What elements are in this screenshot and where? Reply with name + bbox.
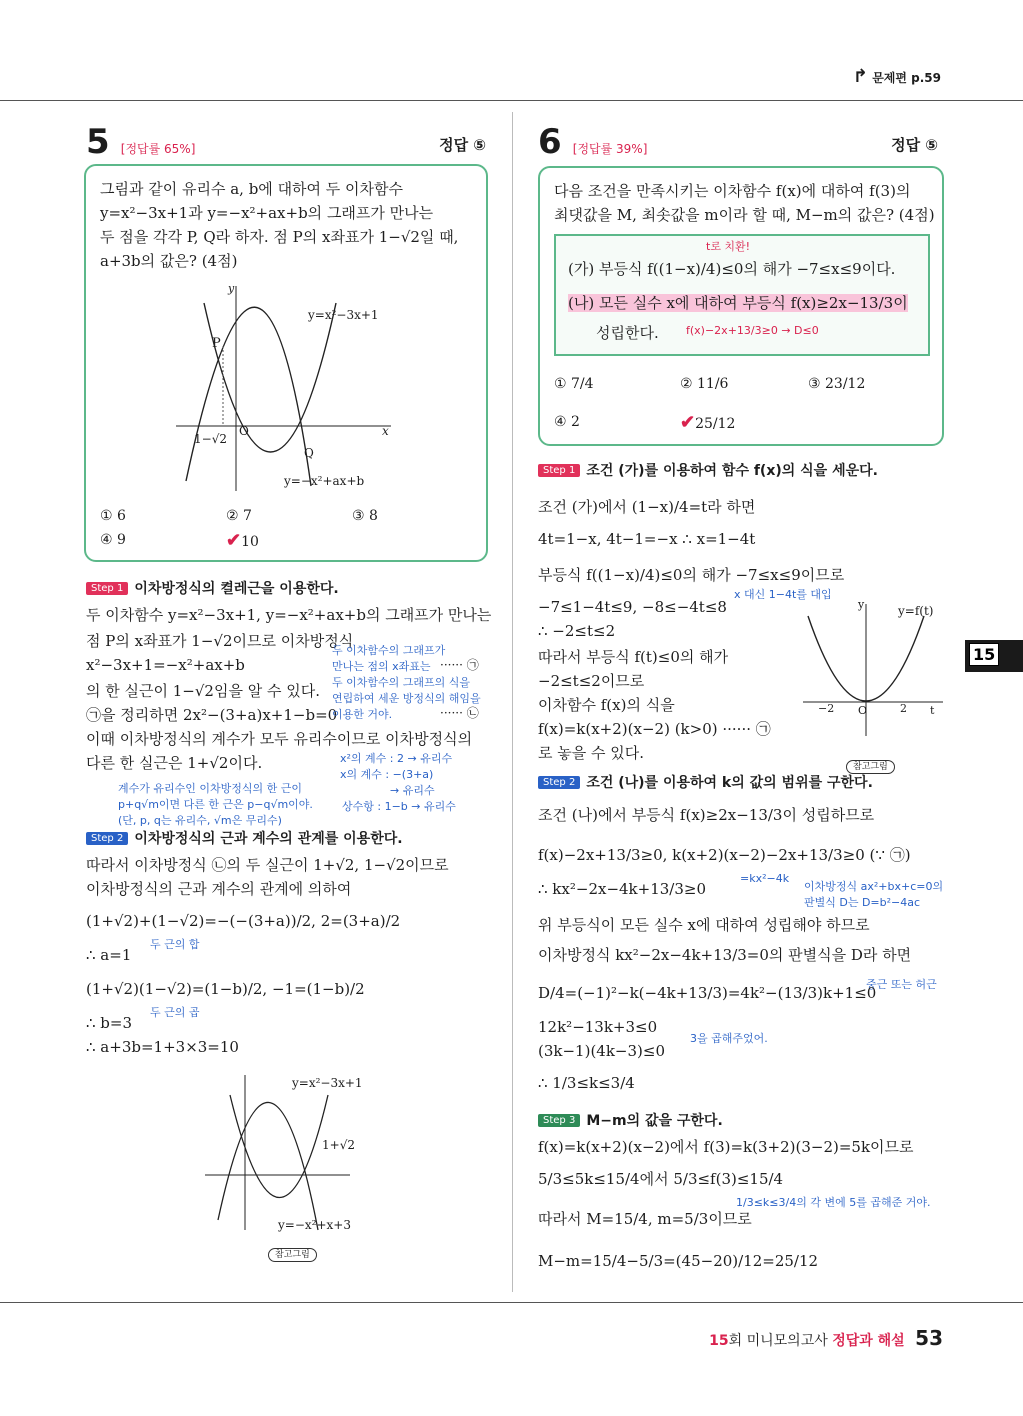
p6-step1: Step 1 조건 (가)를 이용하여 함수 f(x)의 식을 세운다. xyxy=(538,460,878,480)
problem-5-box: 그림과 같이 유리수 a, b에 대하여 두 이차함수 y=x²−3x+1과 y=−x²+ax+b의 그래프가 만나는 두 점을 각각 P, Q라 하자. 점 P의 x좌표가 1−√2일 때, a+3b의 값은? (4점) y y=x²−3x+1 P O x 1−√2 Q y=−x²+ax+b ① 6 ② 7 ③ 8 ④ 9 ✔10 xyxy=(84,164,488,562)
upward-parabola xyxy=(204,303,336,452)
column-divider xyxy=(512,112,513,1292)
choice-3[interactable]: ③ 23/12 xyxy=(808,376,866,392)
choice-1[interactable]: ① 7/4 xyxy=(554,376,594,392)
footer-rule xyxy=(0,1302,1023,1303)
choice-2[interactable]: ② 11/6 xyxy=(680,376,729,392)
problem-5-ref-graph xyxy=(200,1070,360,1240)
checkmark-icon: ✔ xyxy=(680,412,696,433)
header-ref: ↱ 문제편 p.59 xyxy=(852,66,941,87)
p5-step1: Step 1 이차방정식의 켤레근을 이용한다. xyxy=(86,578,339,598)
p6-step3: Step 3 M−m의 값을 구한다. xyxy=(538,1110,723,1130)
ref-figure-label: 참고그림 xyxy=(846,754,895,773)
problem-6-box: 다음 조건을 만족시키는 이차함수 f(x)에 대하여 f(3)의 최댓값을 M, 최솟값을 m이라 할 때, M−m의 값은? (4점) t로 치환! (가) 부등식 f((1−x)/4)≤0의 해가 −7≤x≤9이다. (나) 모든 실수 x에 대하여 부등식 f(x)≥2x−13/3이 성립한다. f(x)−2x+13/3≥0 → D≤0 ① 7/4 ② 11/6 ③ 23/12 ④ 2 ✔25/12 xyxy=(538,166,944,446)
ref-figure-label: 참고그림 xyxy=(268,1242,317,1261)
downward-parabola xyxy=(218,1102,318,1230)
p5-step2: Step 2 이차방정식의 근과 계수의 관계를 이용한다. xyxy=(86,828,403,848)
choice-4[interactable]: ④ 2 xyxy=(554,414,580,430)
footer: 15회 미니모의고사 정답과 해설 53 xyxy=(709,1326,943,1350)
arrow-up-icon: ↱ xyxy=(852,66,868,87)
header-rule xyxy=(0,100,1023,101)
condition-b: (나) 모든 실수 x에 대하여 부등식 f(x)≥2x−13/3이 xyxy=(568,294,908,312)
choice-1[interactable]: ① 6 xyxy=(100,508,126,524)
downward-parabola xyxy=(186,307,311,486)
chapter-tab: 15 xyxy=(965,640,1023,672)
problem-6-head: 6 [정답률 39%] 정답 ⑤ xyxy=(538,122,938,162)
choice-3[interactable]: ③ 8 xyxy=(352,508,378,524)
choice-2[interactable]: ② 7 xyxy=(226,508,252,524)
problem-6-graph xyxy=(798,596,948,746)
checkmark-icon: ✔ xyxy=(226,530,242,551)
problem-5-head: 5 [정답률 65%] 정답 ⑤ xyxy=(86,122,486,162)
choice-5[interactable]: ✔25/12 xyxy=(680,412,736,433)
conditions-box: t로 치환! (가) 부등식 f((1−x)/4)≤0의 해가 −7≤x≤9이다. (나) 모든 실수 x에 대하여 부등식 f(x)≥2x−13/3이 성립한다. f(x)−2x+13/3≥0 → D≤0 xyxy=(554,234,930,356)
choice-5[interactable]: ✔10 xyxy=(226,530,259,551)
p6-step2: Step 2 조건 (나)를 이용하여 k의 값의 범위를 구한다. xyxy=(538,772,873,792)
choice-4[interactable]: ④ 9 xyxy=(100,532,126,548)
